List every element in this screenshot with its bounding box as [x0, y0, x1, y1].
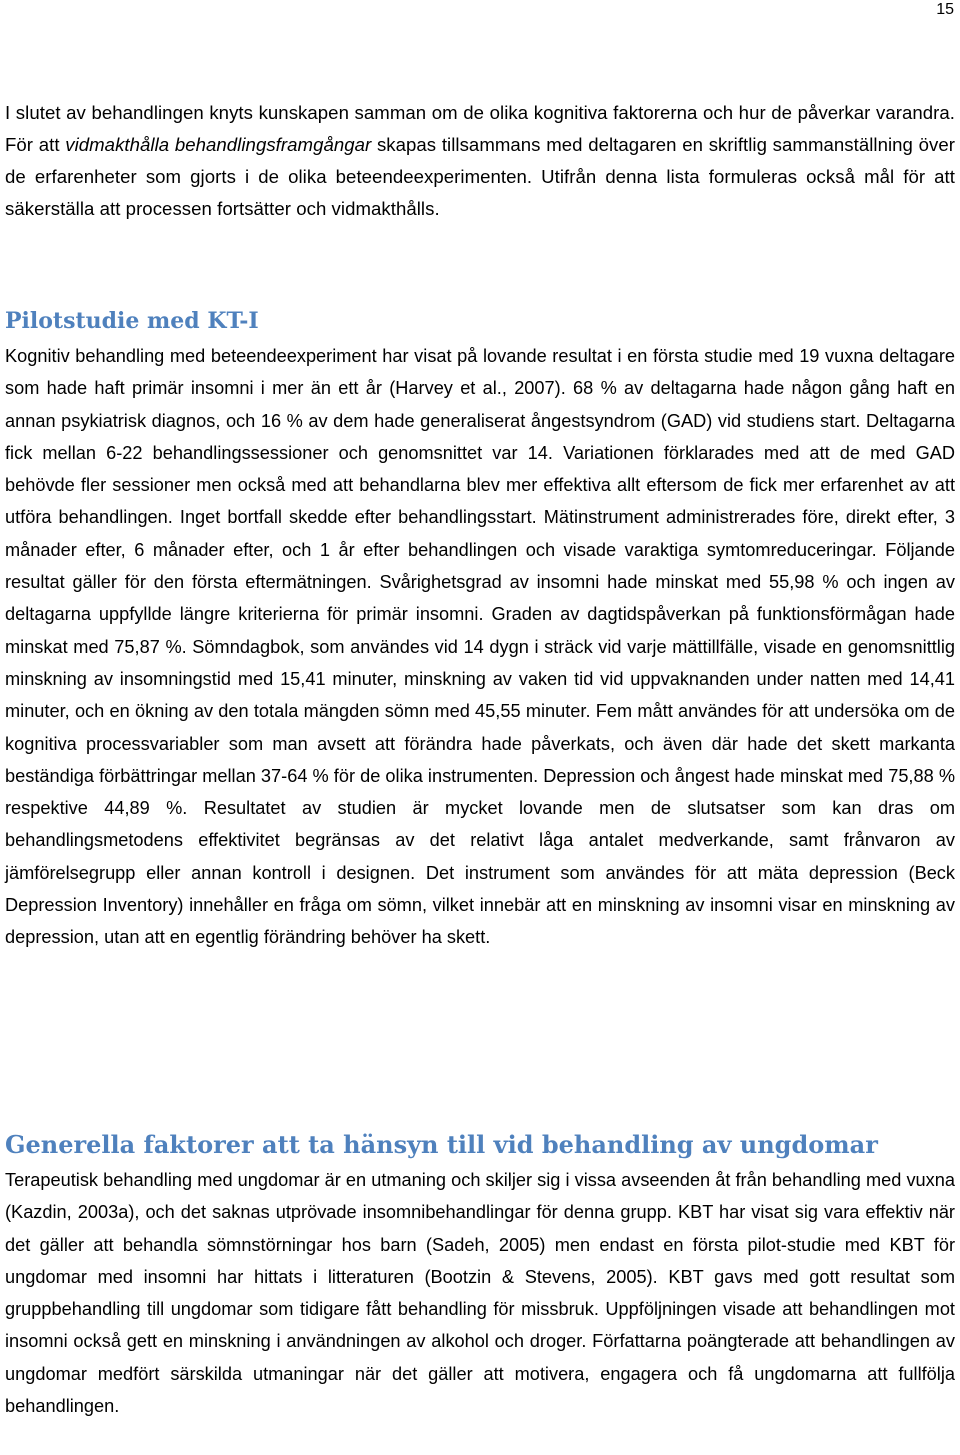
section-heading-pilot-study: Pilotstudie med KT-I [5, 308, 259, 334]
intro-paragraph [5, 97, 955, 225]
page-number: 15 [936, 1, 954, 18]
intro-text-end: skapas tillsammans med deltagaren en skriftlig sammanställning över de erfarenheter som gjorts i de olika beteendeexperimenten. Utifrån denna lista formuleras också mål för att säkerställa att processen fortsätter och vidmakthålls. [5, 134, 955, 219]
section-heading-general-factors: Generella faktorer att ta hänsyn till vid behandling av ungdomar [5, 1130, 878, 1159]
section-body-general-factors: Terapeutisk behandling med ungdomar är en utmaning och skiljer sig i vissa avseenden åt från behandling med vuxna (Kazdin, 2003a), och det saknas utprövade insomnibehandlingar för denna grupp. KBT har visat sig vara effektiv när det gäller att behandla sömnstörningar hos barn (Sadeh, 2005) men endast en första pilot-studie med KBT för ungdomar med insomni har hittats i litteraturen (Bootzin & Stevens, 2005). KBT gavs med gott resultat som gruppbehandling till ungdomar som tidigare fått behandling för missbruk. Uppföljningen visade att behandlingen mot insomni också gett en minskning i användningen av alkohol och droger. Författarna poängterade att behandlingen av ungdomar medfört särskilda utmaningar när det gäller att motivera, engagera och få ungdomarna att fullfölja behandlingen. [5, 1170, 955, 1417]
intro-emphasis: vidmakthålla behandlingsframgångar [65, 134, 372, 155]
intro-text-start: I slutet av behandlingen knyts kunskapen samman om de olika kognitiva faktorerna och hur de påverkar varandra. För att [5, 102, 955, 155]
section-body-pilot-study: Kognitiv behandling med beteendeexperiment har visat på lovande resultat i en första studie med 19 vuxna deltagare som hade haft primär insomni i mer än ett år (Harvey et al., 2007). 68 % av deltagarna hade någon gång haft en annan psykiatrisk diagnos, och 16 % av dem hade generaliserat ångestsyndrom (GAD) vid studiens start. Deltagarna fick mellan 6-22 behandlingssessioner och genomsnittet var 14. Variationen förklarades med att de med GAD behövde fler sessioner men också med att behandlarna blev mer effektiva allt eftersom de fick mer erfarenhet av att utföra behandlingen. Inget bortfall skedde efter behandlingsstart. Mätinstrument administrerades före, direkt efter, 3 månader efter, 6 månader efter, och 1 år efter behandlingen och visade varaktiga symtomreduceringar. Följande resultat gäller för den första eftermätningen. Svårighetsgrad av insomni hade minskat med 55,98 % och ingen av deltagarna uppfyllde längre kriterierna för primär insomni. Graden av dagtidspåverkan på funktionsförmågan hade minskat med 75,87 %. Sömndagbok, som användes vid 14 dygn i sträck vid varje mättillfälle, visade en genomsnittlig minskning av insomningstid med 15,41 minuter, minskning av vaken tid vid uppvaknanden under natten med 14,41 minuter, och en ökning av den totala mängden sömn med 45,55 minuter. Fem mått användes för att undersöka om de kognitiva processvariabler som man avsett att förändra hade påverkats, och även där hade det skett markanta beständiga förbättringar mellan 37-64 % för de olika instrumenten. Depression och ångest hade minskat med 75,88 % respektive 44,89 %. Resultatet av studien är mycket lovande men de slutsatser som kan dras om behandlingsmetodens effektivitet begränsas av det relativt låga antalet medverkande, samt frånvaron av jämförelsegrupp eller annan kontroll i designen. Det instrument som användes för att mäta depression (Beck Depression Inventory) innehåller en fråga om sömn, vilket innebär att en minskning av insomni visar en minskning av depression, utan att en egentlig förändring behöver ha skett. [5, 346, 955, 948]
